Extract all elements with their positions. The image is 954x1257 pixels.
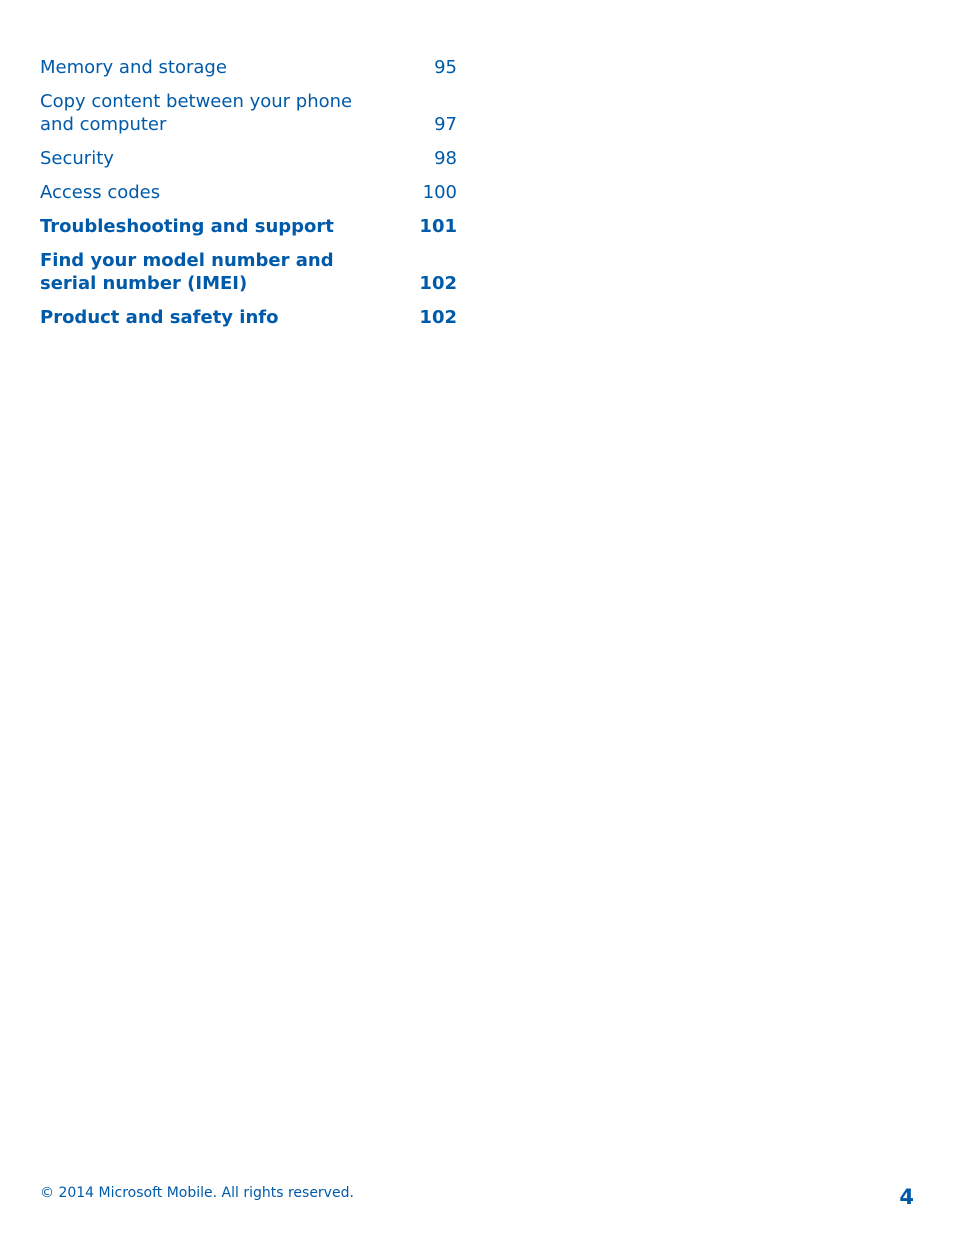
toc-entry-security[interactable] [40,147,457,170]
toc-entry-page: 100 [422,182,457,203]
toc-entry-title: Troubleshooting and support [40,216,334,237]
toc-entry-title: Security [40,148,114,169]
toc-entry-title: Product and safety info [40,307,279,328]
toc-entry-product-safety-info[interactable] [40,306,457,329]
page-number: 4 [899,1185,914,1209]
toc-entry-page: 101 [419,216,457,237]
toc-entry-title: Memory and storage [40,57,227,78]
toc-entry-page: 102 [419,307,457,328]
toc-entry-memory-and-storage[interactable] [40,56,457,79]
toc-entry-page: 102 [419,273,457,294]
toc-entry-page: 97 [434,114,457,135]
toc-entry-title: Access codes [40,182,161,203]
footer-copyright: © 2014 Microsoft Mobile. All rights reserved. [40,1185,354,1201]
table-of-contents [40,56,457,340]
toc-entry-page: 95 [434,57,457,78]
toc-entry-title: Copy content between your phone and computer [40,91,353,135]
toc-entry-copy-content[interactable] [40,90,457,136]
toc-entry-find-model-number[interactable] [40,249,457,295]
toc-entry-access-codes[interactable] [40,181,457,204]
toc-entry-page: 98 [434,148,457,169]
toc-entry-title: Find your model number and serial number (IMEI) [40,250,334,294]
toc-entry-troubleshooting[interactable] [40,215,457,238]
